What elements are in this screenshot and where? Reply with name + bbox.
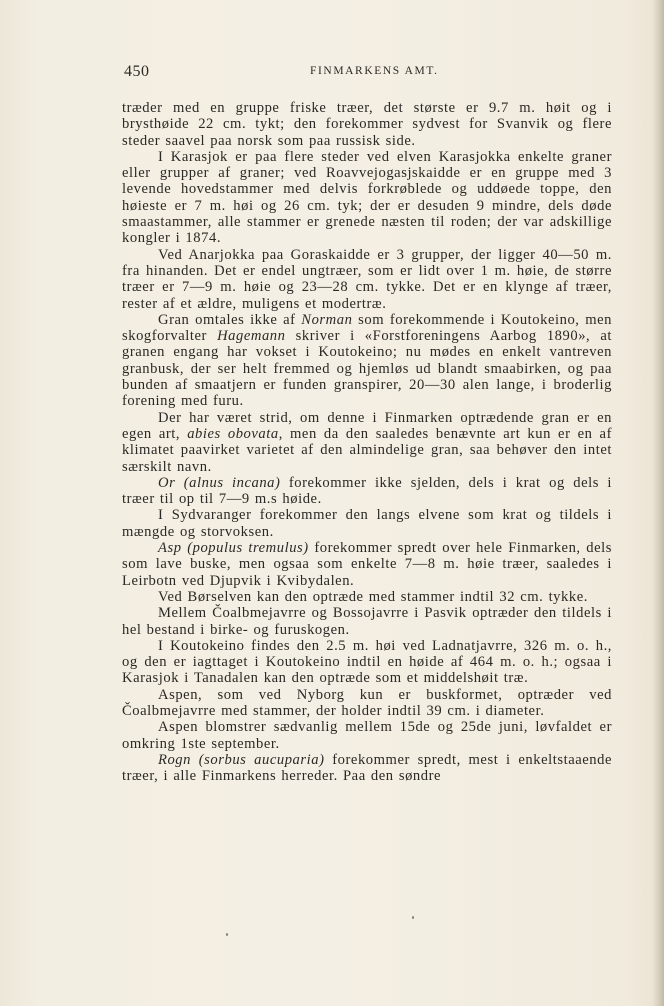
italic-term: abies obovata [187, 425, 279, 442]
text-run: Ved Børselven kan den optræde med stammer indtil 32 cm. tykke. [158, 588, 588, 605]
text-run: skriver i «Forstforeningens Aarbog 1890», at granen engang har vokset i Koutokeino; nu mødes en enkelt vantreven granbusk, der ser helt fremmed og hjemløs ud blandt smaabirken, og paa bunden af smaatjern er funden granspirer, 20—30 alen lange, i broderlig forening med furu. [122, 328, 612, 410]
italic-term: Rogn (sorbus aucuparia) [158, 751, 325, 768]
paragraph [122, 410, 612, 475]
text-run: som forekommende i Koutokeino, men skogforvalter [122, 311, 612, 345]
page-number: 450 [124, 63, 150, 80]
paragraph [122, 540, 612, 589]
italic-term: Asp (populus tremulus) [158, 540, 309, 557]
paragraph [122, 687, 612, 720]
paragraph [122, 475, 612, 508]
body-text [122, 100, 612, 784]
page-edge-shadow [652, 0, 664, 1006]
text-run: forekommer spredt over hele Finmarken, dels som lave buske, men ogsaa som enkelte 7—8 m. høie træer, saaledes i Leirbotn ved Djupvik i Kvibydalen. [122, 540, 612, 589]
page-header [124, 63, 613, 85]
text-run: Der har været strid, om denne i Finmarken optrædende gran er en egen art, [122, 409, 612, 442]
italic-term: Or (alnus incana) [158, 474, 281, 491]
text-run: I Karasjok er paa flere steder ved elven Karasjokka enkelte graner eller grupper af graner; ved Roavvejogasjskaidde er en gruppe med 3 levende hovedstammer med delvis forkrøblede og uddøede toppe, den høieste er 7 m. høi og 26 cm. tyk; der er desuden 9 mindre, dels døde smaastammer, alle stammer er grenede næsten til roden; der var adskillige kongler i 1874. [122, 148, 612, 247]
text-run: , men da den saaledes benævnte art kun er en af klimatet paavirket varietet af den almindelige gran, saa behøver den intet særskilt navn. [122, 425, 612, 475]
text-run: forekommer spredt, mest i enkeltstaaende træer, i alle Finmarkens herreder. Paa den søndre [122, 751, 612, 785]
text-run: Aspen blomstrer sædvanlig mellem 15de og 25de juni, løvfaldet er omkring 1ste september. [122, 719, 612, 752]
paragraph [122, 638, 612, 687]
paragraph [122, 589, 612, 605]
text-run: træder med en gruppe friske træer, det største er 9.7 m. høit og i brysthøide 22 cm. tykt; den forekommer sydvest for Svanvik og flere steder saavel paa norsk som paa russisk side. [122, 100, 612, 149]
paper-speck [226, 933, 228, 936]
paragraph [122, 605, 612, 638]
italic-term: Hagemann [217, 328, 286, 345]
paragraph [122, 149, 612, 247]
text-run: Mellem Čoalbmejavrre og Bossojavrre i Pasvik optræder den tildels i hel bestand i birke- og furuskogen. [122, 605, 612, 638]
paragraph [122, 507, 612, 540]
text-run: Gran omtales ikke af [158, 311, 302, 328]
text-run: I Sydvaranger forekommer den langs elvene som krat og tildels i mængde og storvoksen. [122, 507, 612, 540]
paragraph [122, 752, 612, 785]
text-run: Aspen, som ved Nyborg kun er buskformet, optræder ved Čoalbmejavrre med stammer, der holder indtil 39 cm. i diameter. [122, 686, 612, 719]
paragraph [122, 100, 612, 149]
text-run: I Koutokeino findes den 2.5 m. høi ved Ladnatjavrre, 326 m. o. h., og den er iagttaget i Koutokeino indtil en høide af 464 m. o. h.; ogsaa i Karasjok i Tanadalen kan den optræde som et middelshøit træ. [122, 637, 612, 687]
text-run: Ved Anarjokka paa Goraskaidde er 3 grupper, der ligger 40—50 m. fra hinanden. Det er endel ungtræer, som er lidt over 1 m. høie, de større træer er 7—9 m. høie og 23—28 cm. tykke. Det er en klynge af træer, rester af et ældre, muligens et modertræ. [122, 246, 612, 312]
paper-speck [412, 916, 414, 919]
paragraph [122, 719, 612, 752]
running-head: FINMARKENS AMT. [310, 65, 439, 77]
paragraph [122, 247, 612, 312]
paragraph [122, 312, 612, 410]
text-run: forekommer ikke sjelden, dels i krat og dels i træer til op til 7—9 m.s høide. [122, 474, 612, 508]
italic-term: Norman [301, 311, 353, 328]
